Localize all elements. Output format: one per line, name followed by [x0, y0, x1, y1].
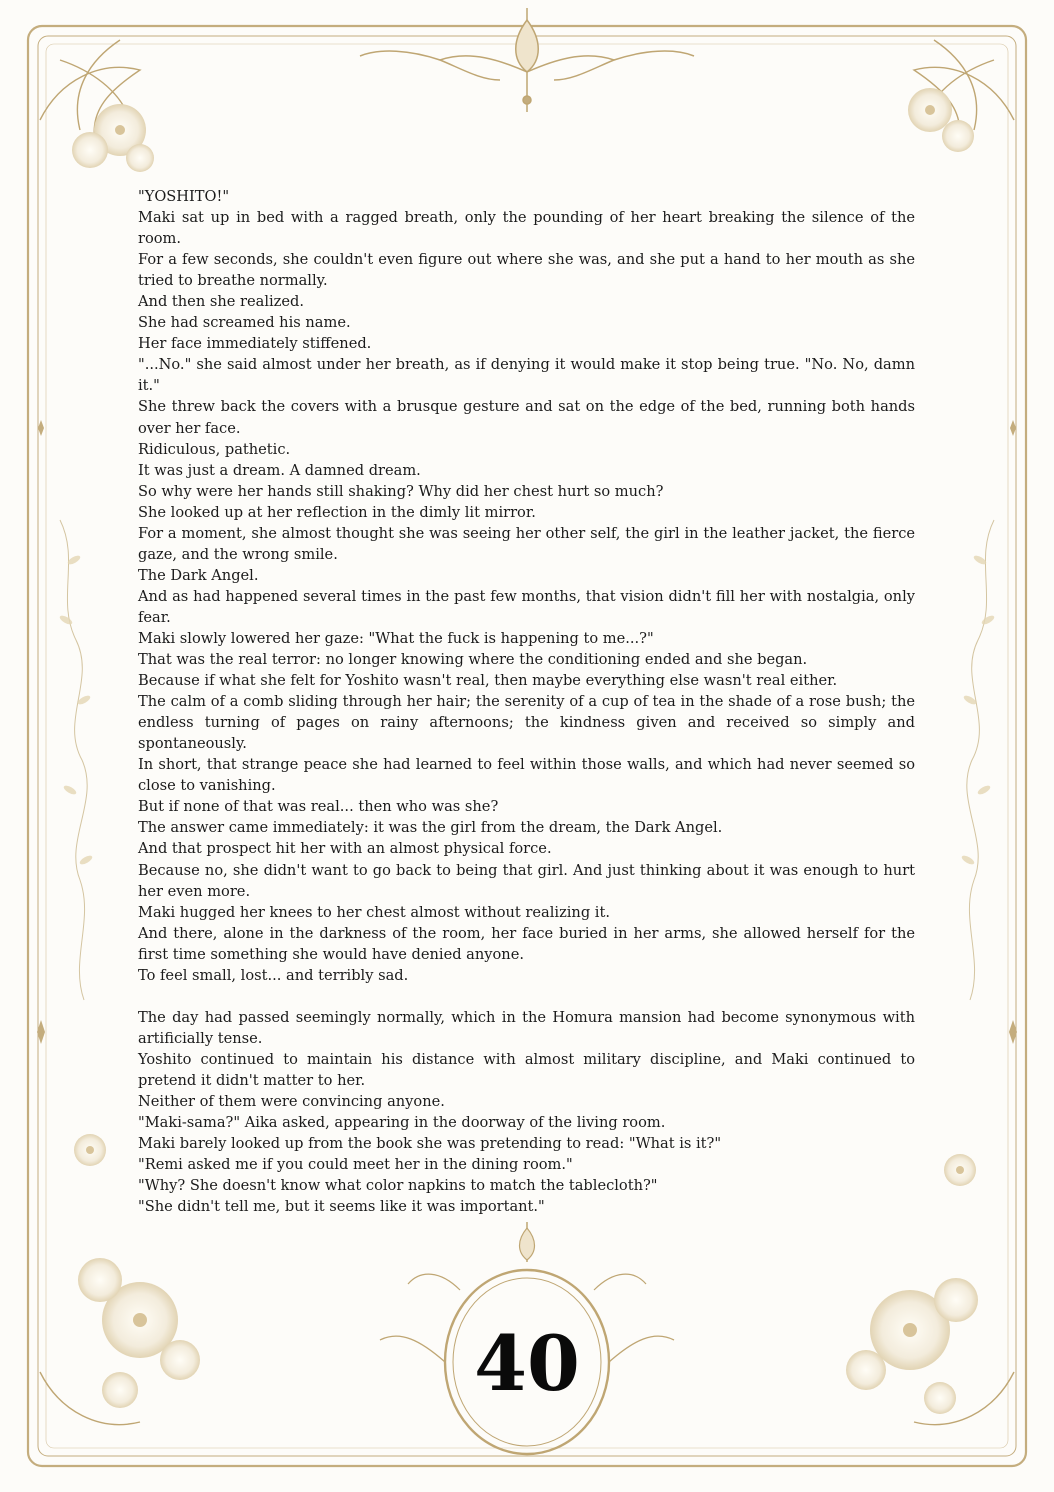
paragraph: In short, that strange peace she had learned to feel within those walls, and which had never seemed so close to vanishing.	[138, 756, 915, 795]
paragraph: Because no, she didn't want to go back to being that girl. And just thinking about it was enough to hurt her even more.	[138, 861, 915, 900]
paragraph: Maki sat up in bed with a ragged breath, only the pounding of her heart breaking the silence of the room.	[138, 209, 915, 248]
paragraph: But if none of that was real... then who was she?	[138, 798, 499, 816]
paragraph: "YOSHITO!"	[138, 188, 230, 205]
paragraph: "Why? She doesn't know what color napkins to match the tablecloth?"	[138, 1177, 658, 1195]
paragraph: So why were her hands still shaking? Why did her chest hurt so much?	[138, 482, 664, 500]
paragraph: The answer came immediately: it was the girl from the dream, the Dark Angel.	[138, 819, 723, 837]
paragraph: The Dark Angel.	[138, 566, 259, 584]
paragraph: Ridiculous, pathetic.	[138, 440, 291, 458]
paragraph: That was the real terror: no longer knowing where the conditioning ended and she began.	[138, 651, 808, 669]
paragraph: The day had passed seemingly normally, which in the Homura mansion had become synonymous with artificially tense.	[138, 1008, 915, 1047]
paragraph: And there, alone in the darkness of the room, her face buried in her arms, she allowed herself for the first time something she would have denied anyone.	[138, 924, 915, 963]
page-number: 40	[474, 1319, 580, 1408]
paragraph: "Remi asked me if you could meet her in the dining room."	[138, 1156, 573, 1174]
paragraph: To feel small, lost... and terribly sad.	[138, 966, 409, 984]
paragraph: Maki barely looked up from the book she was pretending to read: "What is it?"	[138, 1135, 722, 1153]
top-crest-icon	[360, 8, 694, 112]
paragraph: For a moment, she almost thought she was seeing her other self, the girl in the leather jacket, the fierce gaze, and the wrong smile.	[138, 524, 915, 563]
paragraph: Maki slowly lowered her gaze: "What the fuck is happening to me...?"	[138, 629, 654, 647]
paragraph: Maki hugged her knees to her chest almost without realizing it.	[138, 903, 610, 921]
chapter-text	[138, 186, 915, 1217]
paragraph: "...No." she said almost under her breath, as if denying it would make it stop being true. "No. No, damn it."	[138, 356, 915, 395]
paragraph: It was just a dream. A damned dream.	[138, 461, 421, 479]
paragraph: Her face immediately stiffened.	[138, 335, 372, 353]
paragraph: For a few seconds, she couldn't even figure out where she was, and she put a hand to her mouth as she tried to breathe normally.	[138, 251, 915, 290]
paragraph: She looked up at her reflection in the dimly lit mirror.	[138, 503, 536, 521]
paragraph	[138, 986, 915, 1007]
paragraph: She had screamed his name.	[138, 314, 351, 332]
paragraph: Neither of them were convincing anyone.	[138, 1092, 445, 1110]
paragraph: And that prospect hit her with an almost physical force.	[138, 840, 552, 858]
paragraph: "Maki-sama?" Aika asked, appearing in the doorway of the living room.	[138, 1114, 666, 1132]
paragraph: She threw back the covers with a brusque gesture and sat on the edge of the bed, running both hands over her face.	[138, 398, 915, 437]
paragraph: Because if what she felt for Yoshito wasn't real, then maybe everything else wasn't real either.	[138, 672, 838, 690]
paragraph: And then she realized.	[138, 293, 304, 311]
paragraph: "She didn't tell me, but it seems like it was important."	[138, 1198, 545, 1216]
paragraph: Yoshito continued to maintain his distance with almost military discipline, and Maki continued to pretend it didn't matter to her.	[138, 1050, 915, 1089]
paragraph: The calm of a comb sliding through her hair; the serenity of a cup of tea in the shade of a rose bush; the endless turning of pages on rainy afternoons; the kindness given and received so simply and spontaneously.	[138, 693, 915, 753]
paragraph: And as had happened several times in the past few months, that vision didn't fill her with nostalgia, only fear.	[138, 587, 915, 626]
